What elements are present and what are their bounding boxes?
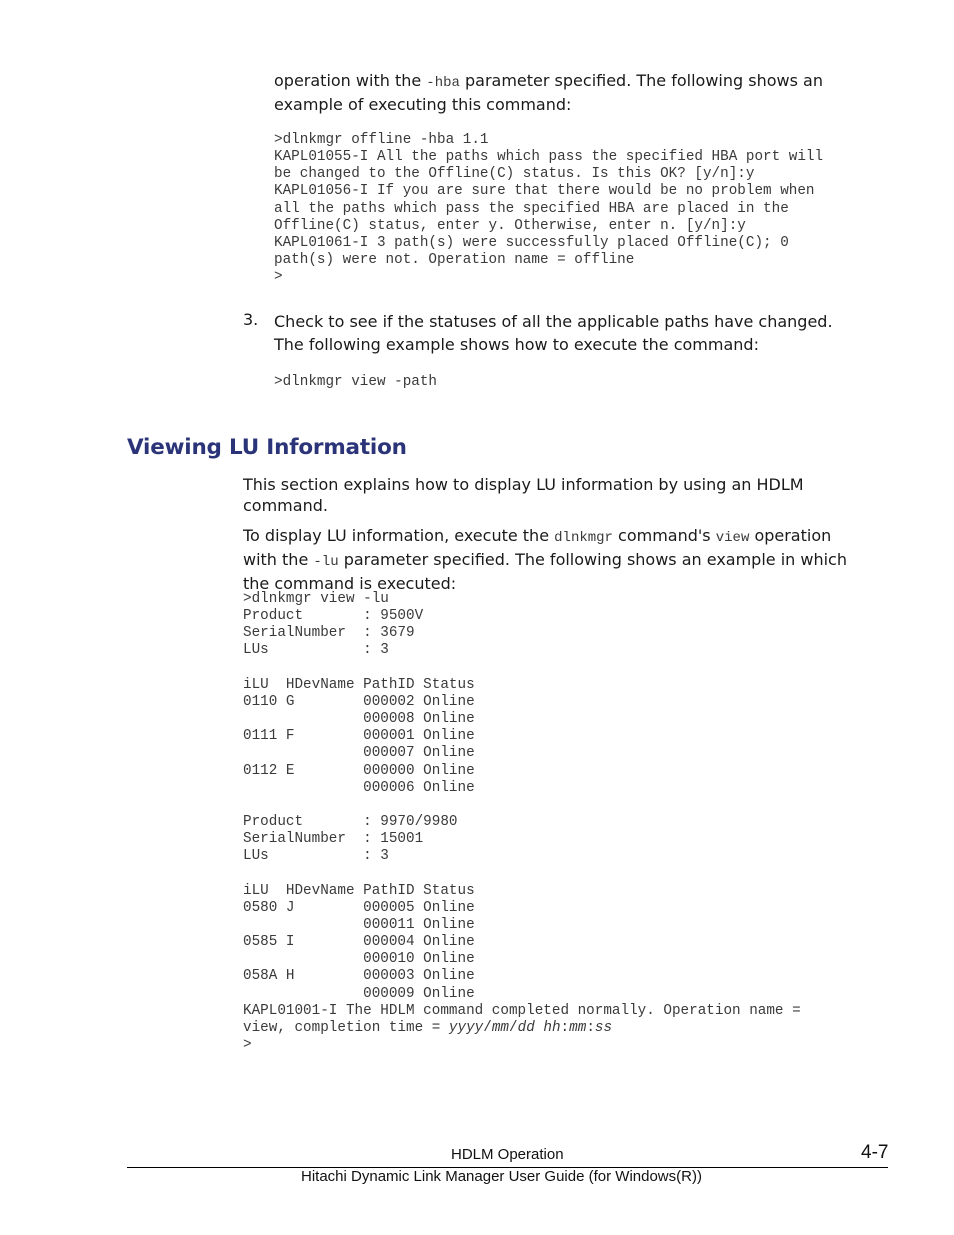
inline-code-view: view (715, 530, 750, 546)
code-block-view-lu: >dlnkmgr view -lu Product : 9500V SerialNumber : 3679 LUs : 3 iLU HDevName PathID Status 0110 G 000002 Online 000008 Online 0111 F 000001 Online 000007 Online 0112 E 000000 Online 000006 Online Product : 9970/9980 SerialNumber : 15001 LUs : 3 iLU HDevName PathID Status 0580 J 000005 Online 000011 Online 0585 I 000004 Online 000010 Online 058A H 000003 Online 000009 Online KAPL01001-I The HDLM command completed normally. Operation name = (243, 591, 801, 1019)
intro-line-1: operation with the -hba parameter specified. The following shows an (274, 71, 823, 91)
footer-chapter: HDLM Operation (451, 1146, 564, 1163)
step-number: 3. (243, 310, 259, 329)
section-paragraph-1: This section explains how to display LU information by using an HDLM command. (243, 475, 804, 515)
step-3-line-1: Check to see if the statuses of all the applicable paths have changed. (274, 312, 833, 331)
intro-line-2: example of executing this command: (274, 95, 572, 114)
code-block-view-path: >dlnkmgr view -path (274, 374, 438, 390)
code-line-prompt: > (243, 1037, 252, 1053)
code-block-offline: >dlnkmgr offline -hba 1.1 KAPL01055-I All the paths which pass the specified HBA port will be changed to the Offline(C) status. Is this OK? [y/n]:y KAPL01056-I If you are sure that there would be no problem when all the paths which pass the specified HBA are placed in the Offline(C) status, enter y. Otherwise, enter n. [y/n]:y KAPL01061-I 3 path(s) were successfully placed Offline(C); 0 path(s) were not. Operation name = offline > (274, 132, 824, 286)
code-line-completion: view, completion time = yyyy/mm/dd hh:mm:ss (243, 1020, 613, 1036)
section-paragraph-2: To display LU information, execute the dlnkmgr command's view operation with the -lu parameter specified. The following shows an example in which the command is executed: (243, 526, 847, 593)
inline-code-dlnkmgr: dlnkmgr (554, 530, 613, 546)
section-heading: Viewing LU Information (127, 435, 407, 460)
step-3-line-2: The following example shows how to execute the command: (274, 335, 759, 354)
page-number: 4-7 (861, 1142, 889, 1163)
inline-code-hba: -hba (426, 75, 460, 91)
footer-book-title: Hitachi Dynamic Link Manager User Guide (for Windows(R)) (301, 1168, 702, 1185)
step-3-text (274, 310, 894, 356)
inline-code-lu: -lu (313, 554, 339, 570)
intro-paragraph (274, 70, 894, 115)
